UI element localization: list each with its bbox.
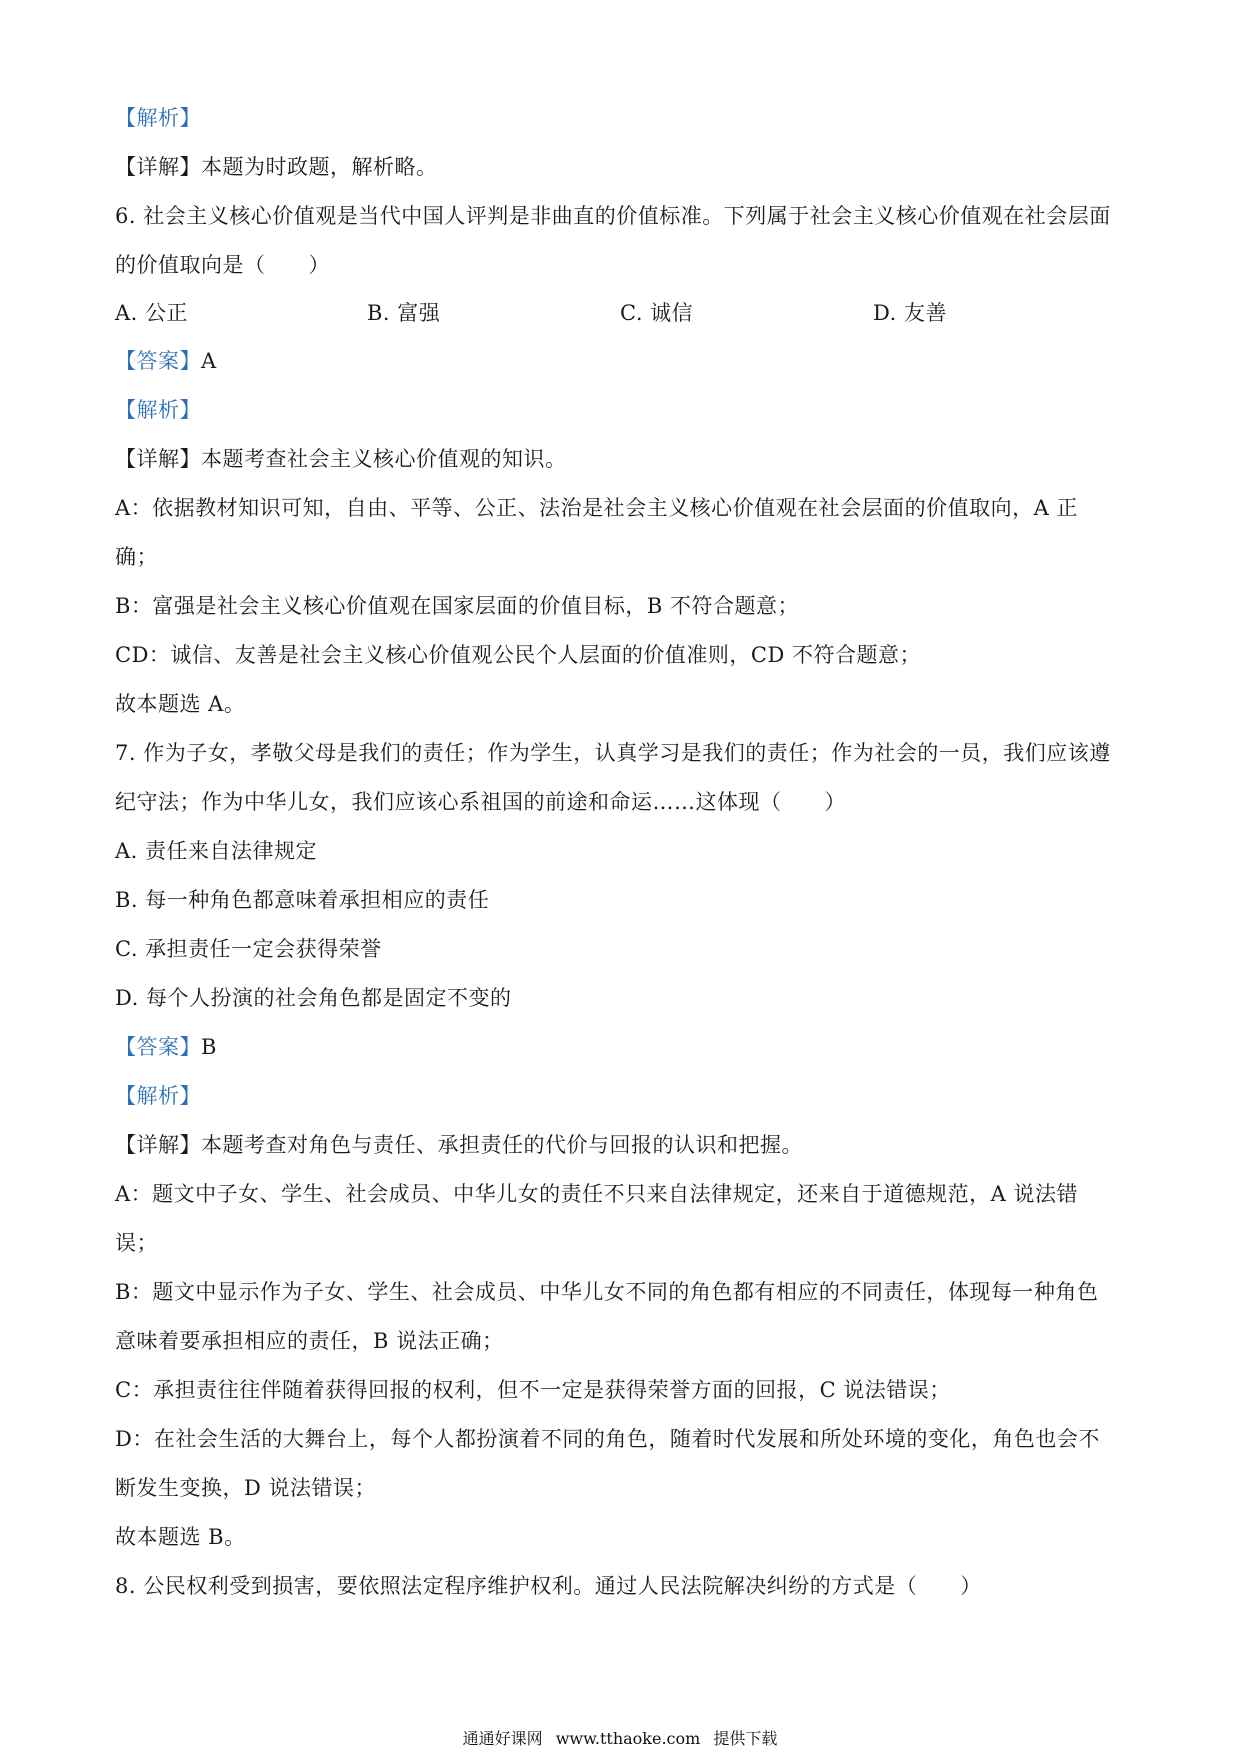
q7-conclusion: 故本题选 B。 — [115, 1525, 246, 1549]
q6-detail: 【详解】本题考查社会主义核心价值观的知识。 — [115, 447, 567, 471]
q7-analysis-line: C：承担责往往伴随着获得回报的权利，但不一定是获得荣誉方面的回报，C 说法错误； — [115, 1378, 951, 1402]
q7-stem-line2: 纪守法；作为中华儿女，我们应该心系祖国的前途和命运……这体现（ ） — [115, 790, 846, 814]
q7-option-b: B. 每一种角色都意味着承担相应的责任 — [115, 888, 490, 912]
footer-suffix: 提供下载 — [713, 1729, 778, 1748]
q7-analysis-line: A：题文中子女、学生、社会成员、中华儿女的责任不只来自法律规定，还来自于道德规范，A 说法错 — [115, 1182, 1079, 1206]
q6-option-d: D. 友善 — [873, 301, 947, 325]
q7-analysis-line: 误； — [115, 1231, 158, 1255]
q6-answer: 【答案】A — [115, 349, 217, 373]
q6-analysis-line: B：富强是社会主义核心价值观在国家层面的价值目标，B 不符合题意； — [115, 594, 800, 618]
q8-stem-line1: 8. 公民权利受到损害，要依照法定程序维护权利。通过人民法院解决纠纷的方式是（ ） — [115, 1574, 982, 1598]
q7-analysis-line: D：在社会生活的大舞台上，每个人都扮演着不同的角色，随着时代发展和所处环境的变化，角色也会不 — [115, 1427, 1100, 1451]
q7-analysis-label: 【解析】 — [115, 1084, 201, 1108]
q7-analysis-line: 断发生变换，D 说法错误； — [115, 1476, 377, 1500]
q7-analysis-line: B：题文中显示作为子女、学生、社会成员、中华儿女不同的角色都有相应的不同责任，体现每一种角色 — [115, 1280, 1099, 1304]
q7-option-d: D. 每个人扮演的社会角色都是固定不变的 — [115, 986, 512, 1010]
analysis-label: 【解析】 — [115, 106, 201, 130]
q6-stem-line2: 的价值取向是（ ） — [115, 253, 330, 277]
q7-option-a: A. 责任来自法律规定 — [115, 839, 318, 863]
detail-line: 【详解】本题为时政题，解析略。 — [115, 155, 438, 179]
q6-option-a: A. 公正 — [115, 301, 189, 325]
q6-conclusion: 故本题选 A。 — [115, 692, 246, 716]
q7-analysis-line: 意味着要承担相应的责任，B 说法正确； — [115, 1329, 504, 1353]
q7-detail: 【详解】本题考查对角色与责任、承担责任的代价与回报的认识和把握。 — [115, 1133, 803, 1157]
q6-analysis-line: 确； — [115, 545, 158, 569]
footer-site-name: 通通好课网 — [462, 1729, 543, 1748]
q6-option-c: C. 诚信 — [620, 301, 694, 325]
q6-analysis-line: A：依据教材知识可知，自由、平等、公正、法治是社会主义核心价值观在社会层面的价值取向，A 正 — [115, 496, 1079, 520]
q6-option-b: B. 富强 — [367, 301, 441, 325]
page-footer — [0, 1728, 1240, 1750]
q7-option-c: C. 承担责任一定会获得荣誉 — [115, 937, 382, 961]
q6-stem-line1: 6. 社会主义核心价值观是当代中国人评判是非曲直的价值标准。下列属于社会主义核心价值观在社会层面 — [115, 204, 1111, 228]
q7-stem-line1: 7. 作为子女，孝敬父母是我们的责任；作为学生，认真学习是我们的责任；作为社会的一员，我们应该遵 — [115, 741, 1111, 765]
q6-analysis-line: CD：诚信、友善是社会主义核心价值观公民个人层面的价值准则，CD 不符合题意； — [115, 643, 921, 667]
footer-url[interactable]: www.tthaoke.com — [555, 1729, 701, 1748]
q7-answer: 【答案】B — [115, 1035, 217, 1059]
q6-analysis-label: 【解析】 — [115, 398, 201, 422]
